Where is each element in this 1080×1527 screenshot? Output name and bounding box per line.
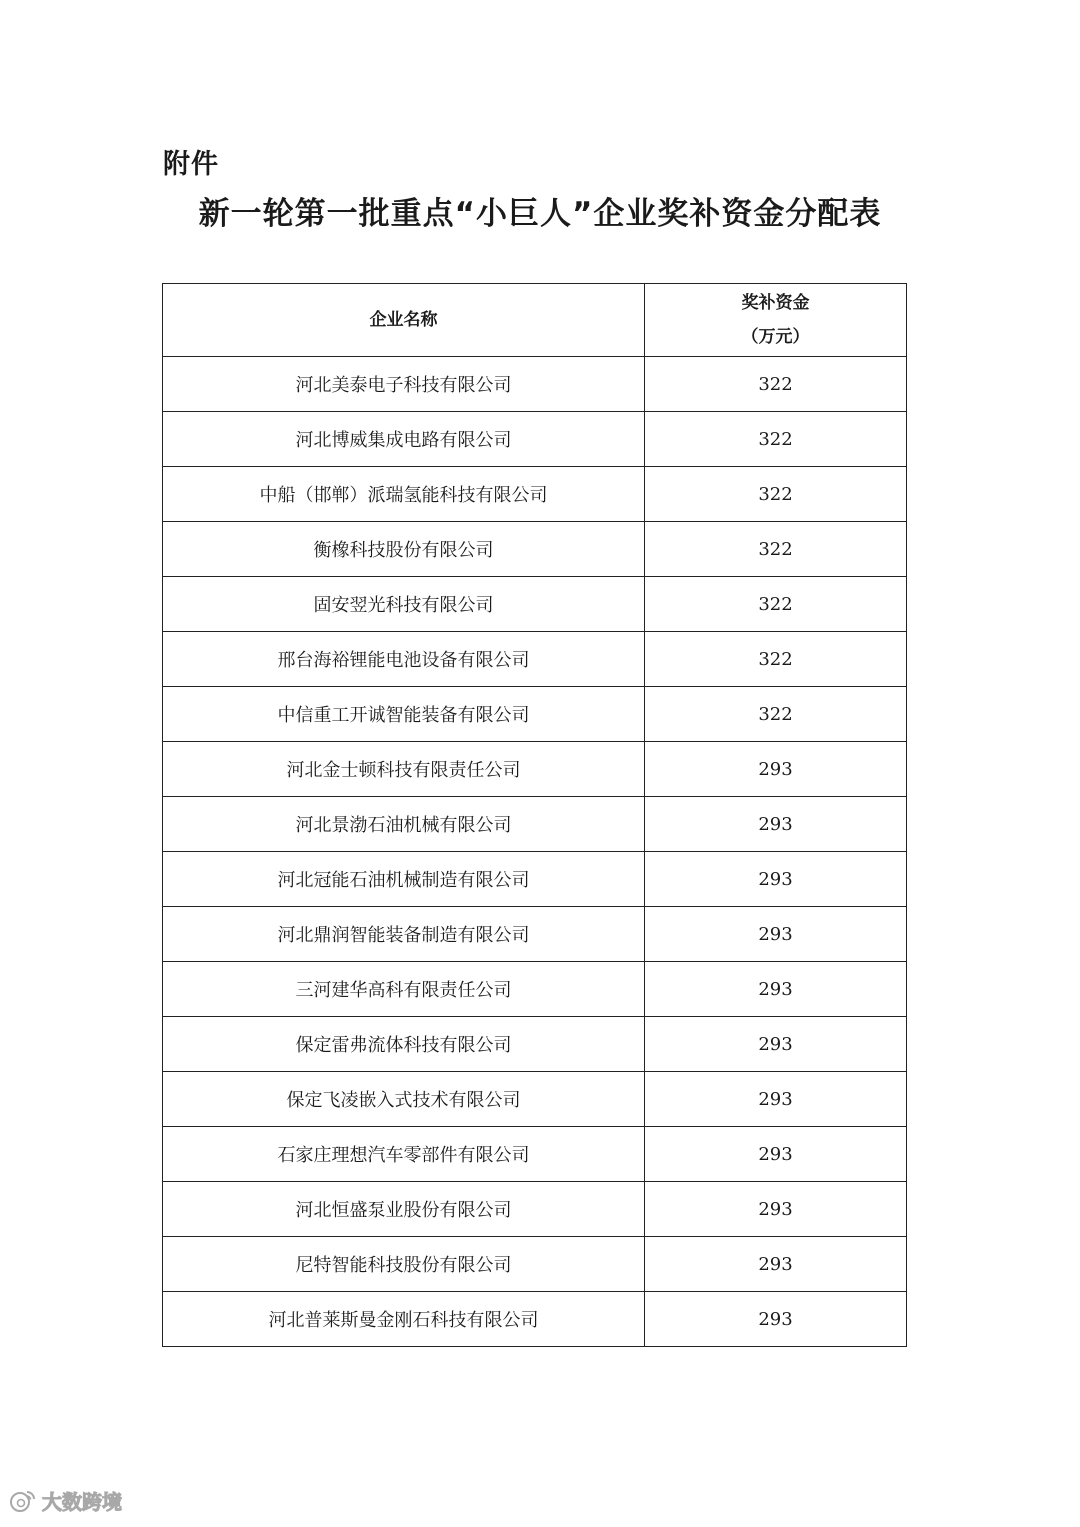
table-row — [163, 577, 907, 632]
subsidy-amount-cell: 293 — [645, 907, 907, 962]
document-title: 新一轮第一批重点“小巨人”企业奖补资金分配表 — [198, 196, 882, 232]
table-row — [163, 1182, 907, 1237]
company-name-cell: 石家庄理想汽车零部件有限公司 — [163, 1127, 645, 1182]
watermark-text: 大数跨境 — [42, 1490, 122, 1514]
table-row — [163, 1127, 907, 1182]
table-row — [163, 797, 907, 852]
company-name-cell: 尼特智能科技股份有限公司 — [163, 1237, 645, 1292]
company-name-cell: 中船（邯郸）派瑞氢能科技有限公司 — [163, 467, 645, 522]
company-name-cell: 河北金士顿科技有限责任公司 — [163, 742, 645, 797]
table-row — [163, 1292, 907, 1347]
subsidy-amount-cell: 322 — [645, 687, 907, 742]
subsidy-amount-cell: 293 — [645, 1072, 907, 1127]
subsidy-amount-cell: 293 — [645, 1292, 907, 1347]
subsidy-amount-cell: 293 — [645, 1237, 907, 1292]
subsidy-amount-cell: 293 — [645, 797, 907, 852]
company-name-cell: 保定雷弗流体科技有限公司 — [163, 1017, 645, 1072]
attachment-label: 附件 — [163, 149, 219, 180]
table-header-row — [163, 284, 907, 357]
table-row — [163, 1017, 907, 1072]
subsidy-amount-cell: 293 — [645, 742, 907, 797]
table-row — [163, 1072, 907, 1127]
subsidy-amount-cell: 293 — [645, 1182, 907, 1237]
company-name-cell: 河北冠能石油机械制造有限公司 — [163, 852, 645, 907]
column-header-company-name: 企业名称 — [163, 284, 645, 357]
watermark — [8, 1486, 122, 1515]
subsidy-amount-cell: 293 — [645, 1127, 907, 1182]
company-name-cell: 河北景渤石油机械有限公司 — [163, 797, 645, 852]
subsidy-amount-cell: 322 — [645, 412, 907, 467]
column-header-amount-line1: 奖补资金 — [741, 293, 810, 313]
subsidy-amount-cell: 322 — [645, 522, 907, 577]
company-name-cell: 河北恒盛泵业股份有限公司 — [163, 1182, 645, 1237]
table-row — [163, 467, 907, 522]
subsidy-amount-cell: 293 — [645, 962, 907, 1017]
company-name-cell: 固安翌光科技有限公司 — [163, 577, 645, 632]
company-name-cell: 保定飞凌嵌入式技术有限公司 — [163, 1072, 645, 1127]
company-name-cell: 中信重工开诚智能装备有限公司 — [163, 687, 645, 742]
subsidy-amount-cell: 322 — [645, 357, 907, 412]
table-row — [163, 962, 907, 1017]
subsidy-amount-cell: 293 — [645, 1017, 907, 1072]
company-name-cell: 衡橡科技股份有限公司 — [163, 522, 645, 577]
company-name-cell: 河北博威集成电路有限公司 — [163, 412, 645, 467]
company-name-cell: 河北鼎润智能装备制造有限公司 — [163, 907, 645, 962]
table-row — [163, 742, 907, 797]
subsidy-amount-cell: 322 — [645, 467, 907, 522]
table-row — [163, 357, 907, 412]
weibo-style-logo-icon — [8, 1488, 38, 1514]
column-header-amount-unit: （万元） — [741, 327, 810, 347]
table-row — [163, 687, 907, 742]
column-header-subsidy-amount — [645, 284, 907, 357]
table-row — [163, 852, 907, 907]
company-name-cell: 河北美泰电子科技有限公司 — [163, 357, 645, 412]
table-row — [163, 1237, 907, 1292]
table-row — [163, 632, 907, 687]
subsidy-amount-cell: 322 — [645, 632, 907, 687]
company-name-cell: 河北普莱斯曼金刚石科技有限公司 — [163, 1292, 645, 1347]
table-body — [163, 357, 907, 1347]
company-name-cell: 邢台海裕锂能电池设备有限公司 — [163, 632, 645, 687]
subsidy-amount-cell: 322 — [645, 577, 907, 632]
subsidy-allocation-table — [162, 283, 907, 1347]
table-row — [163, 522, 907, 577]
table-row — [163, 412, 907, 467]
subsidy-amount-cell: 293 — [645, 852, 907, 907]
table-row — [163, 907, 907, 962]
company-name-cell: 三河建华高科有限责任公司 — [163, 962, 645, 1017]
